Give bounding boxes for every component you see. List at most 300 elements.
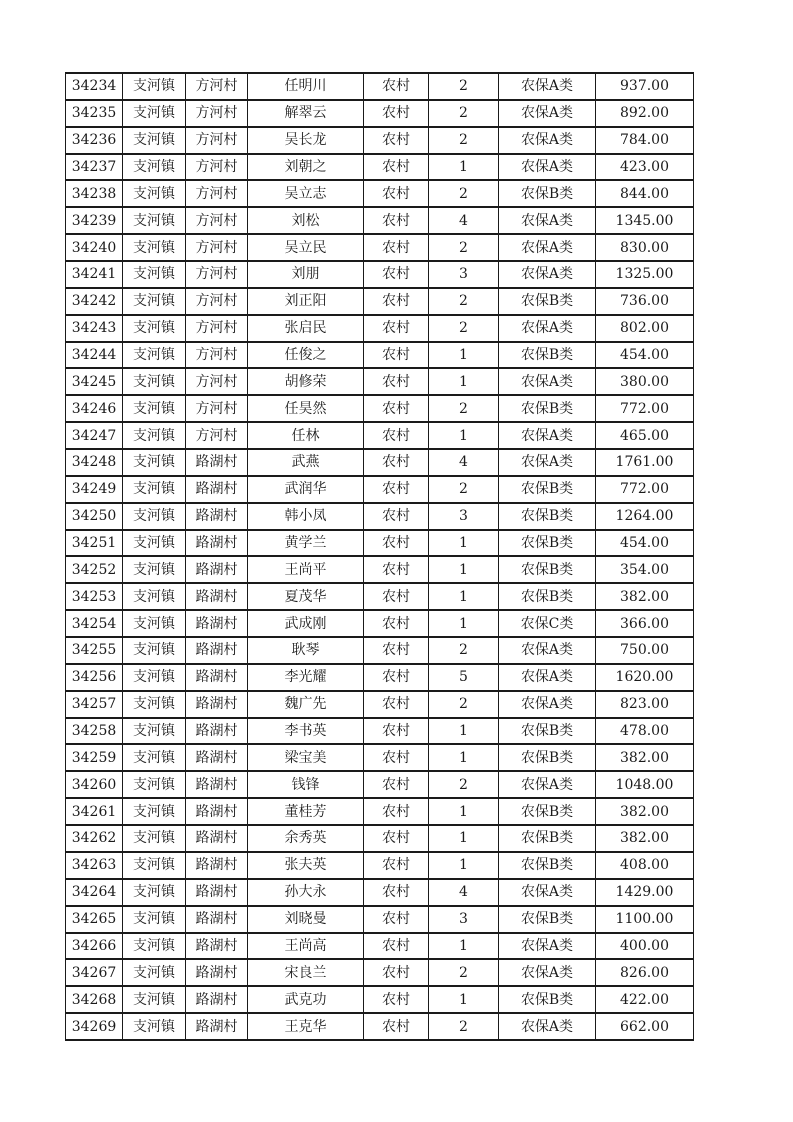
cell-insurance-category: 农保A类	[499, 637, 596, 664]
cell-person-count: 1	[429, 583, 499, 610]
cell-serial-number: 34249	[66, 476, 123, 503]
cell-residence-type: 农村	[364, 530, 429, 557]
cell-town: 支河镇	[123, 798, 186, 825]
cell-person-name: 胡修荣	[248, 368, 364, 395]
cell-insurance-category: 农保A类	[499, 234, 596, 261]
cell-town: 支河镇	[123, 73, 186, 100]
cell-residence-type: 农村	[364, 1013, 429, 1040]
cell-town: 支河镇	[123, 127, 186, 154]
table-row	[66, 771, 694, 798]
cell-person-name: 刘正阳	[248, 288, 364, 315]
cell-person-count: 2	[429, 476, 499, 503]
cell-serial-number: 34246	[66, 395, 123, 422]
cell-person-count: 1	[429, 368, 499, 395]
cell-village: 方河村	[186, 180, 248, 207]
table-row	[66, 556, 694, 583]
cell-serial-number: 34244	[66, 342, 123, 369]
cell-town: 支河镇	[123, 637, 186, 664]
cell-person-count: 2	[429, 637, 499, 664]
table-row	[66, 154, 694, 181]
table-row	[66, 691, 694, 718]
cell-village: 路湖村	[186, 556, 248, 583]
cell-person-name: 任俊之	[248, 342, 364, 369]
cell-serial-number: 34256	[66, 664, 123, 691]
cell-residence-type: 农村	[364, 422, 429, 449]
cell-serial-number: 34245	[66, 368, 123, 395]
cell-insurance-category: 农保B类	[499, 180, 596, 207]
cell-person-name: 王克华	[248, 1013, 364, 1040]
cell-town: 支河镇	[123, 449, 186, 476]
cell-town: 支河镇	[123, 879, 186, 906]
cell-person-count: 2	[429, 691, 499, 718]
cell-residence-type: 农村	[364, 73, 429, 100]
cell-person-count: 2	[429, 127, 499, 154]
cell-serial-number: 34237	[66, 154, 123, 181]
cell-insurance-category: 农保B类	[499, 852, 596, 879]
cell-amount: 478.00	[596, 718, 694, 745]
cell-insurance-category: 农保B类	[499, 986, 596, 1013]
cell-amount: 830.00	[596, 234, 694, 261]
cell-insurance-category: 农保A类	[499, 933, 596, 960]
cell-residence-type: 农村	[364, 127, 429, 154]
pension-records-table	[65, 72, 694, 1041]
cell-amount: 772.00	[596, 395, 694, 422]
cell-insurance-category: 农保C类	[499, 610, 596, 637]
cell-person-name: 任林	[248, 422, 364, 449]
cell-insurance-category: 农保B类	[499, 744, 596, 771]
table-row	[66, 933, 694, 960]
cell-person-name: 武成刚	[248, 610, 364, 637]
cell-town: 支河镇	[123, 288, 186, 315]
cell-amount: 662.00	[596, 1013, 694, 1040]
cell-person-count: 1	[429, 744, 499, 771]
cell-person-count: 1	[429, 342, 499, 369]
cell-residence-type: 农村	[364, 691, 429, 718]
cell-insurance-category: 农保B类	[499, 530, 596, 557]
cell-town: 支河镇	[123, 718, 186, 745]
table-row	[66, 180, 694, 207]
cell-residence-type: 农村	[364, 637, 429, 664]
cell-residence-type: 农村	[364, 342, 429, 369]
cell-person-count: 1	[429, 798, 499, 825]
cell-residence-type: 农村	[364, 959, 429, 986]
cell-town: 支河镇	[123, 207, 186, 234]
cell-amount: 454.00	[596, 342, 694, 369]
cell-amount: 1620.00	[596, 664, 694, 691]
cell-village: 路湖村	[186, 1013, 248, 1040]
cell-serial-number: 34248	[66, 449, 123, 476]
cell-residence-type: 农村	[364, 718, 429, 745]
cell-town: 支河镇	[123, 959, 186, 986]
cell-residence-type: 农村	[364, 368, 429, 395]
table-row	[66, 530, 694, 557]
cell-person-count: 2	[429, 234, 499, 261]
cell-person-name: 余秀英	[248, 825, 364, 852]
cell-amount: 736.00	[596, 288, 694, 315]
cell-insurance-category: 农保A类	[499, 664, 596, 691]
cell-amount: 1345.00	[596, 207, 694, 234]
table-row	[66, 503, 694, 530]
cell-amount: 382.00	[596, 583, 694, 610]
cell-village: 方河村	[186, 315, 248, 342]
cell-person-name: 刘晓曼	[248, 906, 364, 933]
cell-town: 支河镇	[123, 261, 186, 288]
cell-person-count: 2	[429, 180, 499, 207]
cell-person-name: 武克功	[248, 986, 364, 1013]
cell-person-count: 2	[429, 73, 499, 100]
cell-residence-type: 农村	[364, 503, 429, 530]
cell-person-count: 4	[429, 879, 499, 906]
cell-person-count: 1	[429, 933, 499, 960]
cell-person-name: 李书英	[248, 718, 364, 745]
cell-person-name: 吴立志	[248, 180, 364, 207]
cell-amount: 382.00	[596, 825, 694, 852]
cell-serial-number: 34262	[66, 825, 123, 852]
cell-village: 路湖村	[186, 637, 248, 664]
table-row	[66, 959, 694, 986]
cell-insurance-category: 农保A类	[499, 315, 596, 342]
cell-village: 路湖村	[186, 852, 248, 879]
cell-serial-number: 34257	[66, 691, 123, 718]
cell-insurance-category: 农保B类	[499, 583, 596, 610]
cell-residence-type: 农村	[364, 395, 429, 422]
table-row	[66, 368, 694, 395]
table-row	[66, 879, 694, 906]
table-row	[66, 1013, 694, 1040]
cell-insurance-category: 农保B类	[499, 556, 596, 583]
table-row	[66, 315, 694, 342]
cell-village: 方河村	[186, 422, 248, 449]
cell-person-count: 1	[429, 422, 499, 449]
cell-village: 路湖村	[186, 718, 248, 745]
cell-amount: 1325.00	[596, 261, 694, 288]
cell-person-count: 1	[429, 530, 499, 557]
cell-residence-type: 农村	[364, 288, 429, 315]
cell-serial-number: 34247	[66, 422, 123, 449]
cell-person-count: 5	[429, 664, 499, 691]
cell-person-name: 刘松	[248, 207, 364, 234]
cell-amount: 802.00	[596, 315, 694, 342]
cell-serial-number: 34251	[66, 530, 123, 557]
cell-person-name: 任昊然	[248, 395, 364, 422]
cell-amount: 354.00	[596, 556, 694, 583]
cell-insurance-category: 农保A类	[499, 127, 596, 154]
cell-insurance-category: 农保A类	[499, 449, 596, 476]
cell-village: 方河村	[186, 368, 248, 395]
cell-serial-number: 34268	[66, 986, 123, 1013]
cell-amount: 380.00	[596, 368, 694, 395]
cell-town: 支河镇	[123, 852, 186, 879]
cell-amount: 1264.00	[596, 503, 694, 530]
cell-insurance-category: 农保A类	[499, 154, 596, 181]
cell-person-name: 梁宝美	[248, 744, 364, 771]
cell-serial-number: 34242	[66, 288, 123, 315]
cell-village: 路湖村	[186, 583, 248, 610]
cell-serial-number: 34238	[66, 180, 123, 207]
cell-village: 方河村	[186, 100, 248, 127]
cell-town: 支河镇	[123, 1013, 186, 1040]
cell-town: 支河镇	[123, 368, 186, 395]
cell-serial-number: 34267	[66, 959, 123, 986]
cell-residence-type: 农村	[364, 583, 429, 610]
cell-town: 支河镇	[123, 503, 186, 530]
cell-town: 支河镇	[123, 933, 186, 960]
cell-person-count: 1	[429, 610, 499, 637]
cell-town: 支河镇	[123, 476, 186, 503]
cell-village: 方河村	[186, 73, 248, 100]
cell-serial-number: 34255	[66, 637, 123, 664]
cell-village: 路湖村	[186, 691, 248, 718]
cell-insurance-category: 农保B类	[499, 476, 596, 503]
cell-person-count: 4	[429, 449, 499, 476]
cell-person-name: 董桂芳	[248, 798, 364, 825]
cell-amount: 750.00	[596, 637, 694, 664]
cell-town: 支河镇	[123, 342, 186, 369]
cell-amount: 408.00	[596, 852, 694, 879]
cell-village: 路湖村	[186, 664, 248, 691]
cell-insurance-category: 农保B类	[499, 395, 596, 422]
cell-town: 支河镇	[123, 395, 186, 422]
cell-person-count: 2	[429, 959, 499, 986]
cell-person-name: 张夫英	[248, 852, 364, 879]
cell-amount: 366.00	[596, 610, 694, 637]
cell-insurance-category: 农保A类	[499, 73, 596, 100]
table-row	[66, 825, 694, 852]
cell-insurance-category: 农保A类	[499, 691, 596, 718]
cell-residence-type: 农村	[364, 825, 429, 852]
cell-serial-number: 34243	[66, 315, 123, 342]
cell-town: 支河镇	[123, 315, 186, 342]
cell-person-count: 3	[429, 906, 499, 933]
cell-person-count: 1	[429, 154, 499, 181]
cell-person-name: 钱锋	[248, 771, 364, 798]
cell-insurance-category: 农保B类	[499, 825, 596, 852]
cell-residence-type: 农村	[364, 744, 429, 771]
cell-residence-type: 农村	[364, 906, 429, 933]
cell-serial-number: 34261	[66, 798, 123, 825]
cell-insurance-category: 农保A类	[499, 100, 596, 127]
table-row	[66, 718, 694, 745]
cell-person-count: 2	[429, 771, 499, 798]
cell-residence-type: 农村	[364, 180, 429, 207]
cell-person-name: 解翠云	[248, 100, 364, 127]
cell-town: 支河镇	[123, 556, 186, 583]
cell-serial-number: 34235	[66, 100, 123, 127]
cell-serial-number: 34234	[66, 73, 123, 100]
cell-serial-number: 34252	[66, 556, 123, 583]
cell-insurance-category: 农保A类	[499, 368, 596, 395]
cell-person-count: 1	[429, 718, 499, 745]
cell-insurance-category: 农保A类	[499, 1013, 596, 1040]
cell-amount: 772.00	[596, 476, 694, 503]
cell-residence-type: 农村	[364, 798, 429, 825]
cell-town: 支河镇	[123, 691, 186, 718]
cell-residence-type: 农村	[364, 664, 429, 691]
cell-town: 支河镇	[123, 180, 186, 207]
cell-amount: 1048.00	[596, 771, 694, 798]
cell-person-count: 3	[429, 261, 499, 288]
table-row	[66, 127, 694, 154]
cell-insurance-category: 农保A类	[499, 207, 596, 234]
cell-serial-number: 34250	[66, 503, 123, 530]
cell-insurance-category: 农保A类	[499, 879, 596, 906]
cell-residence-type: 农村	[364, 234, 429, 261]
cell-residence-type: 农村	[364, 261, 429, 288]
cell-person-name: 刘朝之	[248, 154, 364, 181]
cell-village: 路湖村	[186, 933, 248, 960]
cell-amount: 823.00	[596, 691, 694, 718]
cell-insurance-category: 农保A类	[499, 959, 596, 986]
cell-person-name: 孙大永	[248, 879, 364, 906]
cell-village: 路湖村	[186, 530, 248, 557]
cell-person-count: 2	[429, 100, 499, 127]
cell-village: 路湖村	[186, 798, 248, 825]
table-row	[66, 476, 694, 503]
cell-amount: 784.00	[596, 127, 694, 154]
table-row	[66, 610, 694, 637]
cell-town: 支河镇	[123, 583, 186, 610]
cell-town: 支河镇	[123, 234, 186, 261]
cell-serial-number: 34240	[66, 234, 123, 261]
cell-village: 路湖村	[186, 959, 248, 986]
cell-serial-number: 34239	[66, 207, 123, 234]
cell-village: 方河村	[186, 395, 248, 422]
cell-person-name: 李光耀	[248, 664, 364, 691]
cell-village: 方河村	[186, 234, 248, 261]
cell-serial-number: 34258	[66, 718, 123, 745]
cell-residence-type: 农村	[364, 986, 429, 1013]
cell-serial-number: 34253	[66, 583, 123, 610]
cell-amount: 1429.00	[596, 879, 694, 906]
table-row	[66, 906, 694, 933]
cell-village: 路湖村	[186, 476, 248, 503]
cell-village: 路湖村	[186, 879, 248, 906]
cell-serial-number: 34236	[66, 127, 123, 154]
cell-town: 支河镇	[123, 906, 186, 933]
cell-person-name: 张启民	[248, 315, 364, 342]
table-row	[66, 73, 694, 100]
cell-village: 方河村	[186, 288, 248, 315]
cell-serial-number: 34263	[66, 852, 123, 879]
cell-serial-number: 34266	[66, 933, 123, 960]
cell-village: 路湖村	[186, 449, 248, 476]
cell-serial-number: 34254	[66, 610, 123, 637]
cell-insurance-category: 农保B类	[499, 906, 596, 933]
cell-amount: 400.00	[596, 933, 694, 960]
cell-residence-type: 农村	[364, 556, 429, 583]
cell-person-name: 吴立民	[248, 234, 364, 261]
cell-residence-type: 农村	[364, 154, 429, 181]
cell-insurance-category: 农保A类	[499, 771, 596, 798]
cell-insurance-category: 农保B类	[499, 288, 596, 315]
cell-town: 支河镇	[123, 825, 186, 852]
cell-insurance-category: 农保A类	[499, 422, 596, 449]
cell-person-count: 1	[429, 852, 499, 879]
cell-insurance-category: 农保B类	[499, 503, 596, 530]
cell-insurance-category: 农保B类	[499, 798, 596, 825]
cell-serial-number: 34265	[66, 906, 123, 933]
cell-amount: 454.00	[596, 530, 694, 557]
cell-residence-type: 农村	[364, 476, 429, 503]
cell-village: 路湖村	[186, 744, 248, 771]
cell-residence-type: 农村	[364, 933, 429, 960]
cell-person-count: 1	[429, 556, 499, 583]
cell-person-count: 2	[429, 315, 499, 342]
cell-town: 支河镇	[123, 771, 186, 798]
table-row	[66, 395, 694, 422]
cell-insurance-category: 农保B类	[499, 342, 596, 369]
cell-residence-type: 农村	[364, 100, 429, 127]
cell-residence-type: 农村	[364, 852, 429, 879]
cell-amount: 892.00	[596, 100, 694, 127]
cell-amount: 1100.00	[596, 906, 694, 933]
cell-village: 方河村	[186, 207, 248, 234]
cell-person-count: 4	[429, 207, 499, 234]
table-row	[66, 422, 694, 449]
cell-person-name: 宋良兰	[248, 959, 364, 986]
table-row	[66, 342, 694, 369]
cell-village: 路湖村	[186, 825, 248, 852]
cell-village: 方河村	[186, 127, 248, 154]
cell-person-name: 韩小凤	[248, 503, 364, 530]
cell-person-name: 武润华	[248, 476, 364, 503]
table-row	[66, 852, 694, 879]
cell-person-name: 夏茂华	[248, 583, 364, 610]
cell-insurance-category: 农保A类	[499, 261, 596, 288]
table-row	[66, 986, 694, 1013]
cell-amount: 465.00	[596, 422, 694, 449]
cell-village: 方河村	[186, 261, 248, 288]
cell-person-count: 2	[429, 1013, 499, 1040]
cell-amount: 422.00	[596, 986, 694, 1013]
table-row	[66, 664, 694, 691]
cell-serial-number: 34269	[66, 1013, 123, 1040]
cell-person-name: 王尚高	[248, 933, 364, 960]
cell-person-name: 吴长龙	[248, 127, 364, 154]
cell-person-name: 刘朋	[248, 261, 364, 288]
table-row	[66, 234, 694, 261]
cell-residence-type: 农村	[364, 315, 429, 342]
cell-residence-type: 农村	[364, 207, 429, 234]
cell-amount: 423.00	[596, 154, 694, 181]
table-row	[66, 100, 694, 127]
cell-person-count: 2	[429, 288, 499, 315]
cell-amount: 844.00	[596, 180, 694, 207]
cell-town: 支河镇	[123, 422, 186, 449]
cell-person-name: 武燕	[248, 449, 364, 476]
cell-town: 支河镇	[123, 154, 186, 181]
table-row	[66, 744, 694, 771]
cell-person-name: 黄学兰	[248, 530, 364, 557]
cell-town: 支河镇	[123, 986, 186, 1013]
cell-person-count: 2	[429, 395, 499, 422]
cell-serial-number: 34260	[66, 771, 123, 798]
cell-village: 方河村	[186, 154, 248, 181]
table-row	[66, 261, 694, 288]
table-row	[66, 583, 694, 610]
cell-village: 方河村	[186, 342, 248, 369]
cell-town: 支河镇	[123, 664, 186, 691]
cell-town: 支河镇	[123, 610, 186, 637]
cell-village: 路湖村	[186, 610, 248, 637]
cell-residence-type: 农村	[364, 449, 429, 476]
table-row	[66, 449, 694, 476]
cell-person-name: 王尚平	[248, 556, 364, 583]
cell-amount: 826.00	[596, 959, 694, 986]
table-row	[66, 207, 694, 234]
cell-serial-number: 34264	[66, 879, 123, 906]
table-row	[66, 798, 694, 825]
